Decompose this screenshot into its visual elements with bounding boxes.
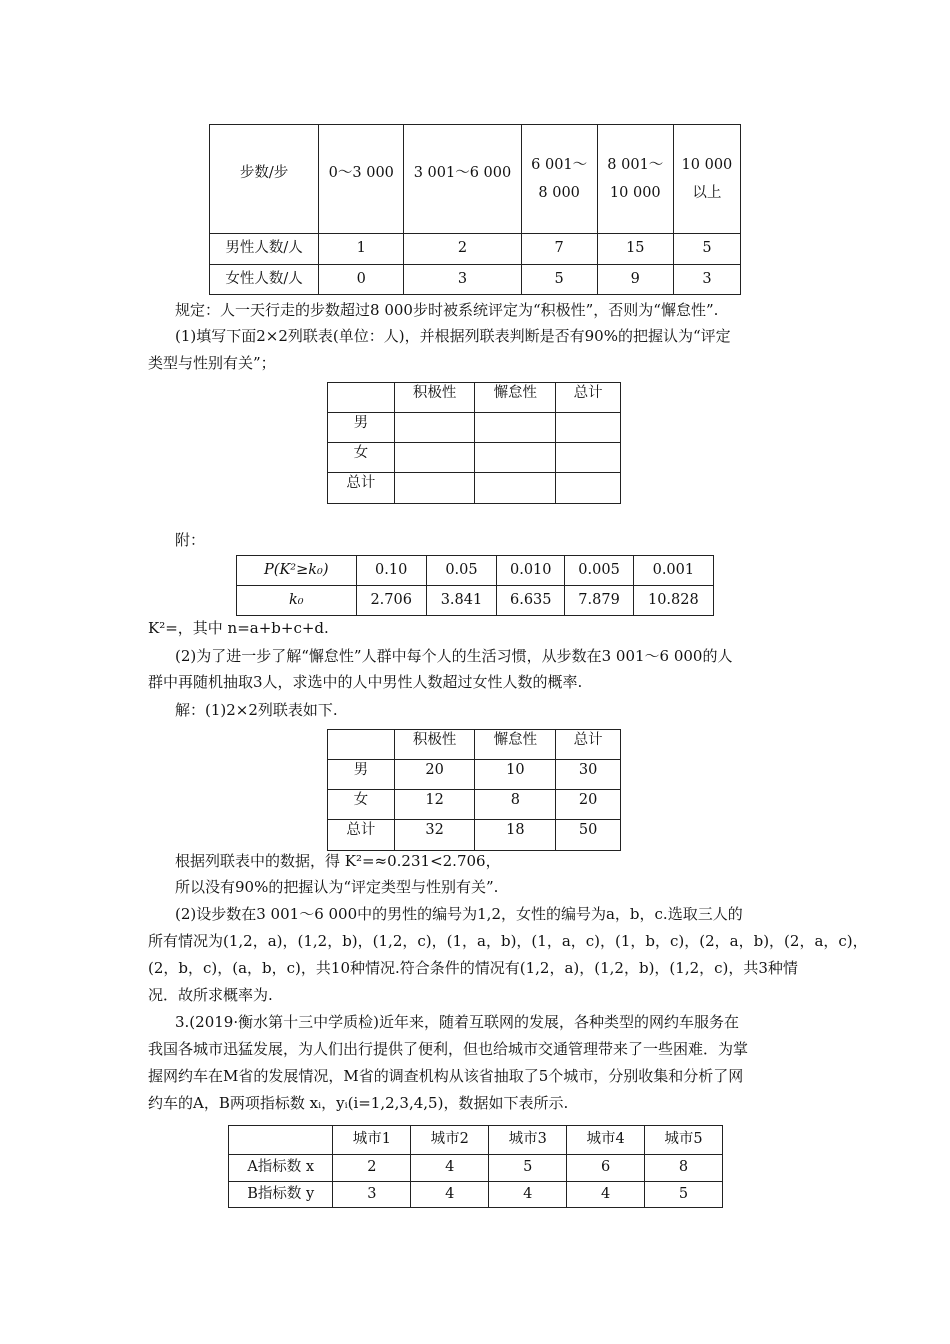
cell: 4 — [411, 1182, 489, 1208]
cell — [475, 413, 556, 443]
rule-text: 规定：人一天行走的步数超过8 000步时被系统评定为“积极性”，否则为“懈怠性”. — [175, 301, 719, 319]
cell: 2.706 — [356, 586, 426, 616]
city-index-table — [228, 1125, 723, 1208]
row-label: A指标数 x — [229, 1155, 333, 1182]
cell: k₀ — [237, 586, 357, 616]
solution-intro: 解：(1)2×2列联表如下. — [175, 701, 338, 719]
cell: 5 — [645, 1182, 723, 1208]
cell — [394, 413, 475, 443]
problem-3-line1: 3.(2019·衡水第十三中学质检)近年来，随着互联网的发展，各种类型的网约车服务在 — [175, 1013, 739, 1031]
cell: 20 — [556, 790, 621, 820]
col-header: 城市4 — [567, 1126, 645, 1155]
row-label: 男性人数/人 — [210, 234, 319, 265]
empty-contingency-table — [327, 382, 621, 504]
cell: 3 — [673, 265, 740, 295]
header-line: 8 000 — [538, 185, 580, 201]
problem-3-line2: 我国各城市迅猛发展，为人们出行提供了便利，但也给城市交通管理带来了一些困难．为掌 — [148, 1040, 749, 1058]
row-label: 总计 — [328, 820, 395, 851]
solution-2-line1: (2)设步数在3 001～6 000中的男性的编号为1,2，女性的编号为a，b，c.选取三人的 — [175, 905, 743, 923]
cell: 6 — [567, 1155, 645, 1182]
col-header: 懈怠性 — [475, 383, 556, 413]
cell — [229, 1126, 333, 1155]
row-label: 男 — [328, 413, 395, 443]
header-cell — [673, 125, 740, 234]
cell — [556, 473, 621, 504]
row-label: 女 — [328, 443, 395, 473]
cell: 7 — [521, 234, 597, 265]
cell: 6.635 — [497, 586, 565, 616]
cell: 50 — [556, 820, 621, 851]
header-cell — [521, 125, 597, 234]
solution-2-line3: (2，b，c)，(a，b，c)，共10种情况.符合条件的情况有(1,2，a)，(1,2，b)，(1,2，c)，共3种情 — [148, 959, 798, 977]
cell: 0.001 — [633, 556, 713, 586]
header-line: 8 001～ — [607, 157, 664, 173]
conclusion-text: 所以没有90%的把握认为“评定类型与性别有关”. — [175, 878, 499, 896]
solution-2-line2: 所有情况为(1,2，a)，(1,2，b)，(1,2，c)，(1，a，b)，(1，a，c)，(1，b，c)，(2，a，b)，(2，a，c)， — [148, 932, 868, 950]
cell: 5 — [521, 265, 597, 295]
cell: 3 — [333, 1182, 411, 1208]
question-1-line2: 类型与性别有关”； — [148, 354, 276, 372]
question-2-line1: (2)为了进一步了解“懈怠性”人群中每个人的生活习惯，从步数在3 001～6 000的人 — [175, 647, 733, 665]
cell: 0.005 — [565, 556, 633, 586]
cell: 5 — [489, 1155, 567, 1182]
steps-table — [209, 124, 741, 295]
cell: 32 — [394, 820, 475, 851]
cell — [394, 473, 475, 504]
cell — [328, 383, 395, 413]
calculation-text: 根据列联表中的数据，得 K²=≈0.231<2.706， — [175, 852, 501, 870]
row-label: 女 — [328, 790, 395, 820]
filled-contingency-table — [327, 729, 621, 851]
cell — [475, 443, 556, 473]
cell: 2 — [333, 1155, 411, 1182]
header-line: 10 000 — [681, 157, 733, 173]
cell: 8 — [645, 1155, 723, 1182]
row-label: 男 — [328, 760, 395, 790]
col-header: 积极性 — [394, 383, 475, 413]
cell: 2 — [404, 234, 521, 265]
col-header: 总计 — [556, 383, 621, 413]
cell: 0.010 — [497, 556, 565, 586]
cell: 9 — [597, 265, 673, 295]
header-line: 10 000 — [609, 185, 661, 201]
cell: 4 — [567, 1182, 645, 1208]
cell — [475, 473, 556, 504]
header-cell: 3 001～6 000 — [404, 125, 521, 234]
header-line: 6 001～ — [531, 157, 588, 173]
cell: 3 — [404, 265, 521, 295]
cell: 0.10 — [356, 556, 426, 586]
problem-3-line4: 约车的A，B两项指标数 xᵢ，yᵢ(i=1,2,3,4,5)，数据如下表所示. — [148, 1094, 569, 1112]
cell: P(K²≥k₀) — [237, 556, 357, 586]
cell: 12 — [394, 790, 475, 820]
col-header: 积极性 — [394, 730, 475, 760]
critical-value-table — [236, 555, 714, 616]
cell: 20 — [394, 760, 475, 790]
row-label: 总计 — [328, 473, 395, 504]
question-1-line1: (1)填写下面2×2列联表(单位：人)，并根据列联表判断是否有90%的把握认为“评定 — [175, 327, 731, 345]
appendix-label: 附： — [175, 531, 206, 549]
cell: 18 — [475, 820, 556, 851]
cell — [328, 730, 395, 760]
cell: 0 — [319, 265, 404, 295]
cell — [556, 413, 621, 443]
cell — [394, 443, 475, 473]
cell: 4 — [489, 1182, 567, 1208]
cell: 7.879 — [565, 586, 633, 616]
row-label: 女性人数/人 — [210, 265, 319, 295]
cell — [556, 443, 621, 473]
solution-2-line4: 况．故所求概率为. — [148, 986, 273, 1004]
cell: 0.05 — [426, 556, 496, 586]
cell: 1 — [319, 234, 404, 265]
col-header: 城市1 — [333, 1126, 411, 1155]
cell: 8 — [475, 790, 556, 820]
header-cell — [597, 125, 673, 234]
header-line: 以上 — [692, 185, 722, 201]
col-header: 城市3 — [489, 1126, 567, 1155]
col-header: 城市2 — [411, 1126, 489, 1155]
question-2-line2: 群中再随机抽取3人，求选中的人中男性人数超过女性人数的概率. — [148, 673, 583, 691]
header-cell: 0～3 000 — [319, 125, 404, 234]
cell: 3.841 — [426, 586, 496, 616]
header-cell: 步数/步 — [210, 125, 319, 234]
problem-3-line3: 握网约车在M省的发展情况，M省的调查机构从该省抽取了5个城市，分别收集和分析了网 — [148, 1067, 744, 1085]
col-header: 懈怠性 — [475, 730, 556, 760]
cell: 30 — [556, 760, 621, 790]
k2-formula: K²=，其中 n=a+b+c+d. — [148, 619, 329, 637]
cell: 10.828 — [633, 586, 713, 616]
col-header: 总计 — [556, 730, 621, 760]
cell: 10 — [475, 760, 556, 790]
row-label: B指标数 y — [229, 1182, 333, 1208]
cell: 15 — [597, 234, 673, 265]
col-header: 城市5 — [645, 1126, 723, 1155]
cell: 4 — [411, 1155, 489, 1182]
cell: 5 — [673, 234, 740, 265]
